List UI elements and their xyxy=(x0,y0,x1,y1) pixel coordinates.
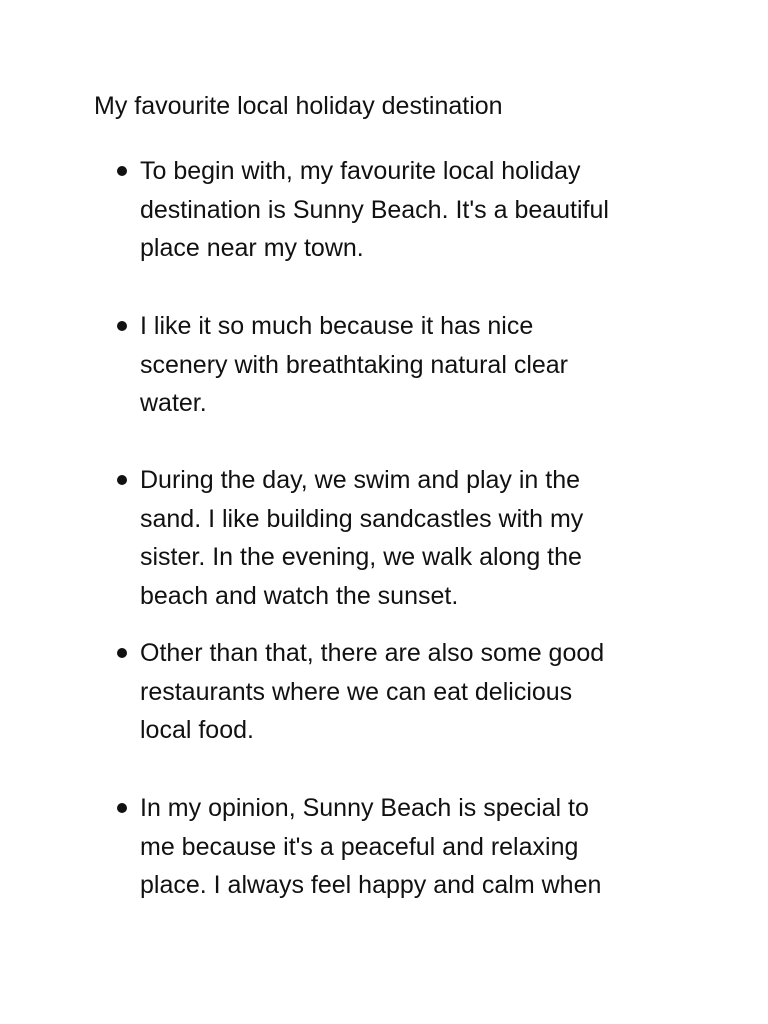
bullet-icon xyxy=(117,475,127,485)
document-title: My favourite local holiday destination xyxy=(94,92,503,120)
text-line: sand. I like building sandcastles with my xyxy=(140,504,584,533)
bullet-icon xyxy=(117,321,127,331)
bullet-icon xyxy=(117,166,127,176)
text-line: place near my town. xyxy=(140,234,364,262)
text-line: local food. xyxy=(140,716,254,744)
text-line: I like it so much because it has nice xyxy=(140,312,534,340)
text-line: water. xyxy=(140,389,207,417)
text-line: restaurants where we can eat delicious xyxy=(140,677,573,706)
text-line: scenery with breathtaking natural clear xyxy=(140,350,569,379)
text-line: To begin with, my favourite local holiday xyxy=(140,157,581,185)
text-line: me because it's a peaceful and relaxing xyxy=(140,832,579,861)
text-line: destination is Sunny Beach. It's a beautiful xyxy=(140,195,609,224)
list-item-text xyxy=(140,152,700,268)
text-line: Other than that, there are also some good xyxy=(140,639,605,667)
list-item-text xyxy=(140,461,700,615)
bullet-icon xyxy=(117,803,127,813)
text-line: In my opinion, Sunny Beach is special to xyxy=(140,794,589,822)
text-line: During the day, we swim and play in the xyxy=(140,466,581,494)
text-line: sister. In the evening, we walk along the xyxy=(140,543,582,571)
text-line: beach and watch the sunset. xyxy=(140,581,459,610)
list-item-text xyxy=(140,789,700,905)
bullet-icon xyxy=(117,648,127,658)
text-line: place. I always feel happy and calm when xyxy=(140,871,602,899)
list-item-text xyxy=(140,307,700,423)
list-item-text xyxy=(140,634,700,750)
